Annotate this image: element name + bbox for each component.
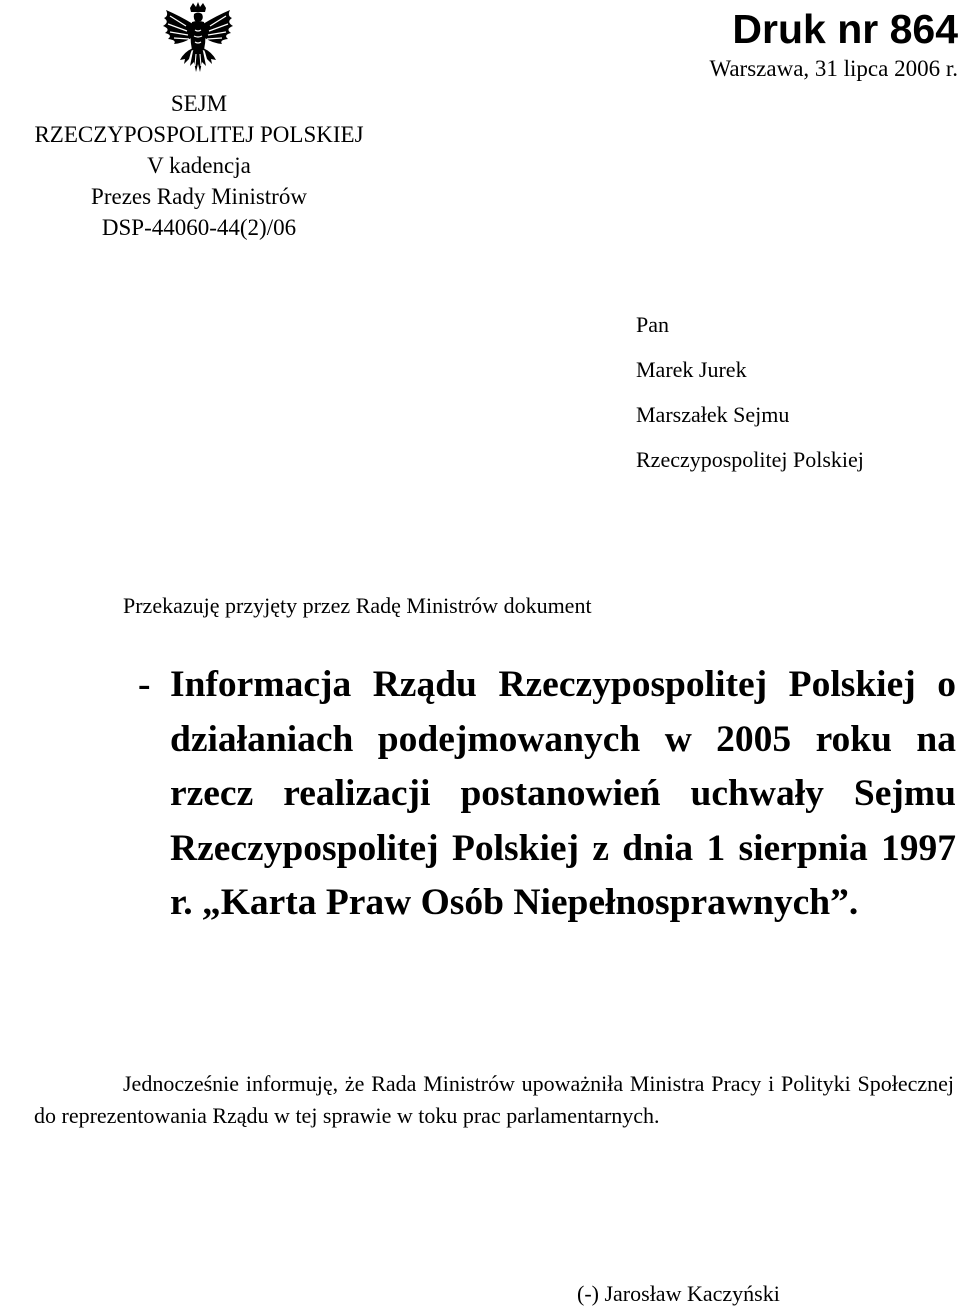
title-line: Niepełnosprawnych”. bbox=[513, 882, 859, 923]
place-date: Warszawa, 31 lipca 2006 r. bbox=[709, 56, 958, 81]
institution-line: Prezes Rady Ministrów bbox=[91, 184, 307, 209]
institution-line: V kadencja bbox=[147, 153, 251, 178]
institution-line: SEJM bbox=[170, 91, 228, 116]
title-line: Polskiej o działaniach podejmowanych bbox=[170, 664, 957, 760]
body-line: Polityki Społecznej do reprezentowania Rządu w tej sprawie w toku prac bbox=[34, 1071, 955, 1128]
recipient-line: Pan bbox=[636, 312, 669, 337]
polish-eagle-emblem-icon bbox=[160, 2, 236, 82]
body-line: Jednocześnie informuję, że Rada Ministrów upoważniła Ministra Pracy i bbox=[123, 1071, 775, 1096]
title-line: Rzeczypospolitej Polskiej z dnia bbox=[170, 827, 694, 869]
body-line: parlamentarnych. bbox=[506, 1103, 660, 1128]
document-title bbox=[138, 658, 957, 931]
print-number: Druk nr 864 bbox=[732, 6, 958, 52]
title-dash: - bbox=[138, 664, 151, 705]
intro-sentence: Przekazuję przyjęty przez Radę Ministrów dokument bbox=[123, 593, 592, 618]
institution-header bbox=[0, 88, 398, 243]
title-line: Informacja Rządu Rzeczypospolitej bbox=[170, 664, 768, 705]
recipient-line: Rzeczypospolitej Polskiej bbox=[636, 447, 864, 472]
recipient-line: Marek Jurek bbox=[636, 357, 747, 382]
title-line: w 2005 roku na rzecz realizacji bbox=[170, 718, 956, 814]
title-line: postanowień uchwały Sejmu bbox=[460, 773, 957, 814]
reference-number: DSP-44060-44(2)/06 bbox=[101, 215, 297, 240]
signature: (-) Jarosław Kaczyński bbox=[577, 1281, 780, 1306]
title-line: 1 sierpnia 1997 r. „Karta Praw Osób bbox=[170, 827, 956, 923]
recipient-line: Marszałek Sejmu bbox=[636, 402, 790, 427]
recipient-block bbox=[636, 302, 864, 482]
institution-line: RZECZYPOSPOLITEJ POLSKIEJ bbox=[34, 122, 364, 147]
body-paragraph bbox=[34, 1068, 954, 1132]
